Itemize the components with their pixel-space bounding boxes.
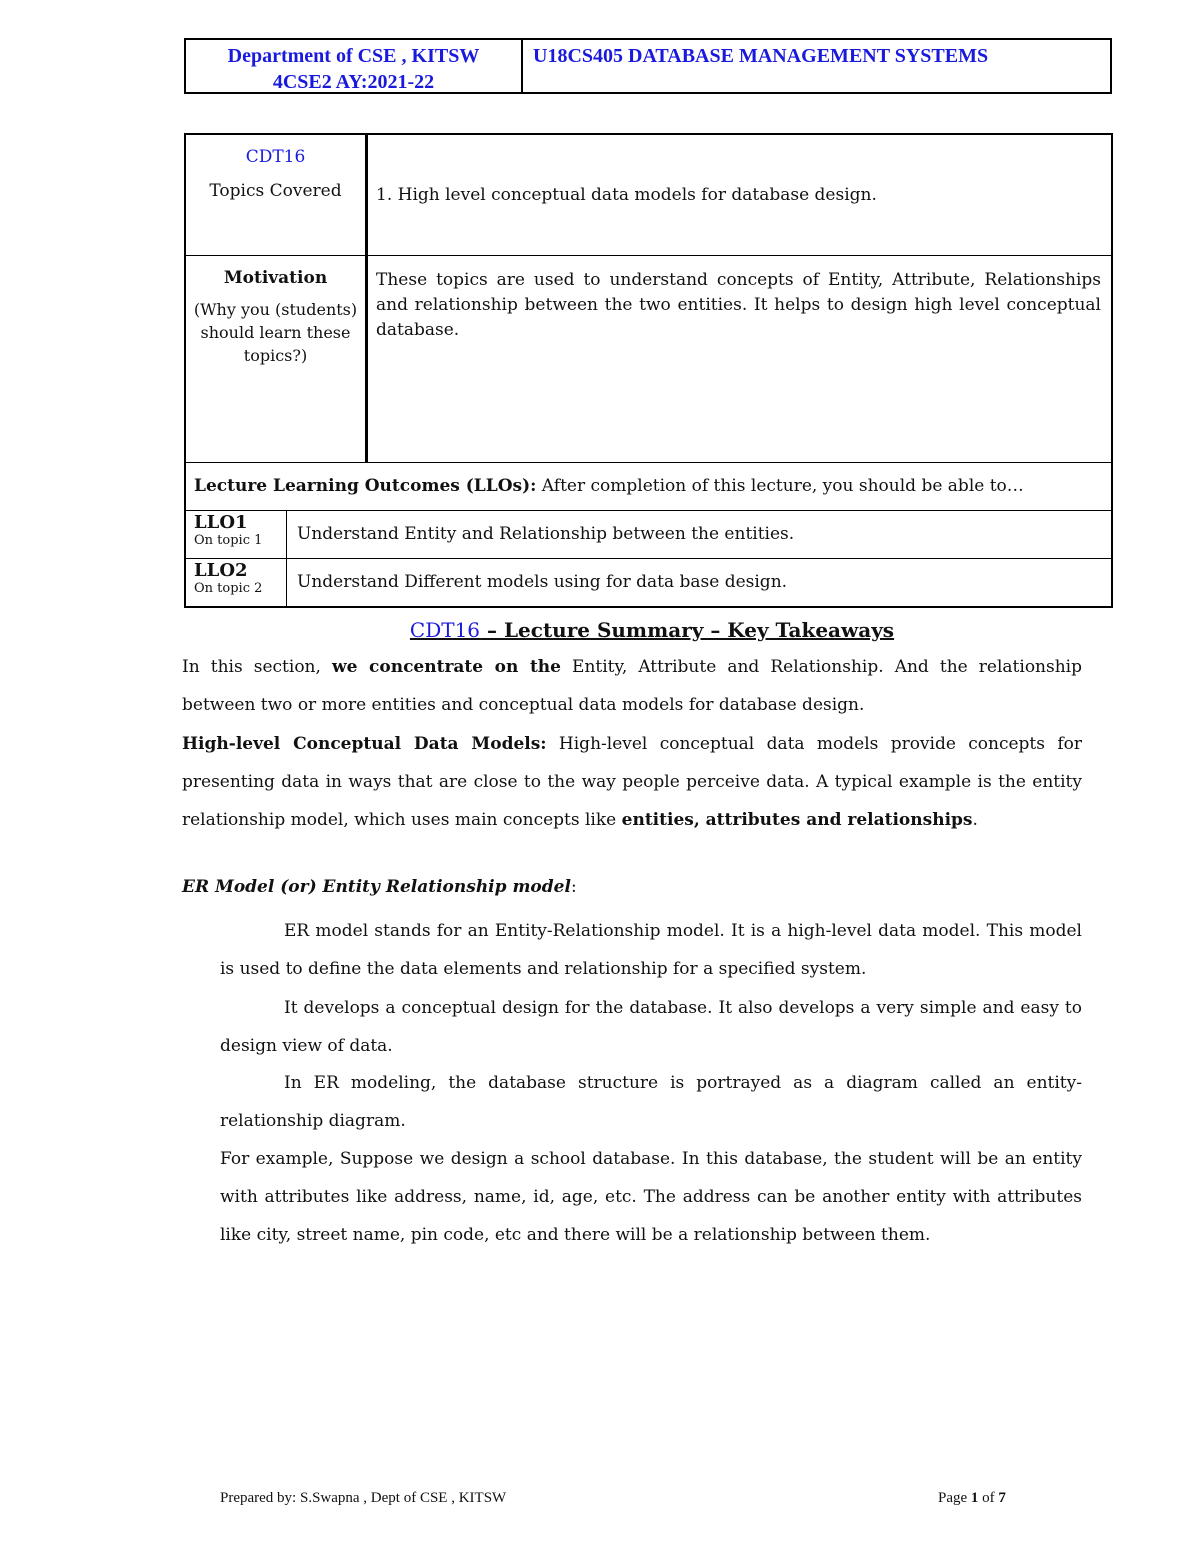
llo-heading-row <box>186 462 1111 510</box>
intro-text-b: Entity, Attribute and Relationship. And the relationship between two or more entities and conceptual data models for database design. <box>182 657 1082 715</box>
llo-id: LLO2 <box>194 560 248 581</box>
intro-text-bold: we concentrate on the <box>331 657 561 677</box>
page-of: of <box>978 1490 999 1506</box>
class-year: 4CSE2 AY:2021-22 <box>272 71 435 93</box>
conceptual-models-paragraph <box>182 725 1082 839</box>
llo-id: LLO1 <box>194 512 248 533</box>
er-paragraph-3: In ER modeling, the database structure is portrayed as a diagram called an entity-relationship diagram. <box>220 1073 1082 1131</box>
example-paragraph: For example, Suppose we design a school database. In this database, the student will be an entity with attributes like address, name, id, age, etc. The address can be another entity with attributes like city, street name, pin code, etc and there will be a relationship between them. <box>220 1149 1082 1245</box>
conceptual-models-label: High-level Conceptual Data Models: <box>182 734 547 754</box>
conceptual-models-text: High-level conceptual data models provide concepts for presenting data in ways that are close to the way people perceive data. A typical example is the entity relationship model, which uses main concepts like <box>182 734 1082 830</box>
llo-row <box>186 558 1111 606</box>
cdt-code: CDT16 <box>245 147 306 167</box>
er-paragraph-2: It develops a conceptual design for the database. It also develops a very simple and easy to design view of data. <box>220 998 1082 1056</box>
topics-cell-left <box>186 135 368 255</box>
header-box <box>184 38 1112 94</box>
cdt-table <box>184 133 1113 608</box>
footer-prepared-by: Prepared by: S.Swapna , Dept of CSE , KITSW <box>220 1490 507 1506</box>
topic-item: 1. High level conceptual data models for database design. <box>376 185 877 205</box>
llo-heading <box>186 463 1024 510</box>
er-heading-text: ER Model (or) Entity Relationship model <box>182 877 571 897</box>
llo-text: Understand Different models using for data base design. <box>297 572 788 592</box>
intro-paragraph <box>182 648 1082 724</box>
page-word: Page <box>938 1490 971 1506</box>
page-total: 7 <box>998 1490 1006 1506</box>
er-paragraph-1: ER model stands for an Entity-Relationship model. It is a high-level data model. This model is used to define the data elements and relationship for a specified system. <box>220 921 1082 979</box>
llo-id-cell <box>186 559 287 606</box>
summary-code: CDT16 <box>409 618 481 642</box>
llo-heading-bold: Lecture Learning Outcomes (LLOs): <box>194 476 537 496</box>
conceptual-models-bold: entities, attributes and relationships <box>621 810 973 830</box>
topics-cell-right <box>368 135 1111 255</box>
llo-id-cell <box>186 511 287 558</box>
page-current: 1 <box>970 1490 979 1506</box>
topics-row <box>186 135 1111 255</box>
conceptual-models-end: . <box>972 810 978 830</box>
motivation-text: These topics are used to understand concepts of Entity, Attribute, Relationships and relationship between the two entities. It helps to design high level conceptual database. <box>376 270 1101 340</box>
intro-text-a: In this section, <box>182 657 332 677</box>
llo-row <box>186 510 1111 558</box>
course-title: U18CS405 DATABASE MANAGEMENT SYSTEMS <box>533 45 989 67</box>
er-model-heading <box>182 877 577 897</box>
summary-title-rest: – Lecture Summary – Key Takeaways <box>480 618 895 642</box>
topics-label: Topics Covered <box>209 181 342 201</box>
summary-title <box>0 618 1200 642</box>
department-name: Department of CSE , KITSW <box>227 45 480 67</box>
motivation-row <box>186 255 1111 462</box>
llo-topic: On topic 1 <box>194 533 263 548</box>
llo-heading-rest: After completion of this lecture, you should be able to… <box>536 476 1024 496</box>
motivation-cell-right <box>368 256 1111 462</box>
motivation-title: Motivation <box>223 268 328 288</box>
motivation-subtitle: (Why you (students) should learn these topics?) <box>193 300 358 365</box>
header-left <box>186 40 523 92</box>
llo-topic: On topic 2 <box>194 581 263 596</box>
llo-text: Understand Entity and Relationship between the entities. <box>297 524 795 544</box>
motivation-cell-left <box>186 256 368 462</box>
er-heading-colon: : <box>570 877 577 897</box>
footer-page-number <box>938 1490 1006 1507</box>
